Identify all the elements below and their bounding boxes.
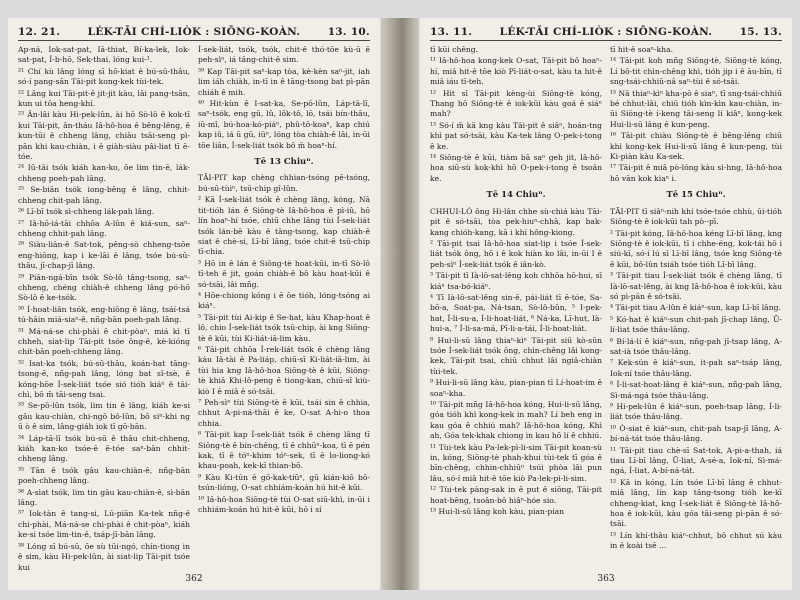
verse-text: ³⁶ A-sìat tsók, lim tin gâu kau-chiàn-ê, sì-bān lâng. [18,487,190,508]
verse-text: ⁸ Í-li-sat-hoat-lâng ê kiáⁿ-sun, nñg-pah lâng, Sì-má-ngá tsóe thâu-lâng. [610,380,782,400]
verse-text: Ap-ná, Iok-sat-pat, Iā-thiat, Bí-ka-lek, Iok-sat-pat, Í-b-hō, Sek-thai, lóng kui-¹. [18,45,190,65]
verse-text: ⁴ Tāi-pit tiau A-lûn ê kiáⁿ-sun, kap Lī-bī lâng. [610,303,781,313]
book-gutter [381,18,419,590]
verse-text: ¹¹ Iâ-hô-hoa kong-kek O-sat, Tāi-pit bô hoaⁿ-hí, miâ hit-ê tōe kiò Pī-liát-o-sat, kàu ta hit-ê miâ iáu tī-teh. [430,56,602,87]
verse-text: ¹³ Hui-li-sū lâng koh kàu, pian-pian [430,507,565,517]
verse-text: ³¹ Má-ná-se chi-phài ê chit-pòaⁿ, miá kì tī chheh, siat-lip Tāi-pit tsóe ông-ê, kè-kióng chit-bān poeh-chheng lâng. [18,326,190,357]
verse-text: ¹⁴ Tāi-pit koh mñg Siōng-tè, Siōng-tè kóng, Lí bô-tit chìn-chêng khì, tióh jip i ê āu-bīn, tī sng-tsái-chhiū-nâ saⁿ-tùi ê só-tsāi. [610,56,782,87]
left-column-1 [18,45,190,572]
verse-text: ² Kā Í-sek-liát tsók ê chèng lâng, kóng, Nā tit-tióh lán ê Siōng-tè Iâ-hô-hoa ê pì-iû, hō lín hoaⁿ-hí tsóe, chiū chhe lâng tùi Í-sek-liát tsók lán-bē kàu ê tāng-tsong, kap chiàh-ê siat ê chè-si, Lī-bī lâng, tsóe chit-ê tsū-chip tī-chia. [198,195,370,257]
right-column-2 [610,45,782,565]
verse-text: ²¹ Chí kù lâng lóng sī hō-kiat ê bú-sū-thâu, só-í pang-sān Tāi-pit kong-kek tùi-tek. [18,66,190,87]
verse-text: tī hit-ê soaⁿ-kha. [610,45,674,54]
verse-text: ³ Tāi-pit tiau Í-sek-liát tsók ê chèng lâng, tī Ià-lō-sat-lêng, ài kng Iâ-hô-hoa ê iok-kūi, kàu só pì-pān ê só-tsāi. [610,271,782,301]
verse-text: ¹⁵ Nā thiaⁿ-kìⁿ kha-pō ê siaⁿ, tī sng-tsái-chhiū bé chhut-lâi, chiū tióh kìn-kìn kau-chiàn, in-ūi Siōng-tè í-keng tāi-seng lí kiâⁿ, kong-kek Hui-li-sū lâng ê kun-peng. [610,88,782,129]
chapter-13-heading: Tē 13 Chiuⁿ. [254,157,314,168]
verse-text: ¹⁰ Tāi-pit mñg Iâ-hô-hoa kóng, Hui-li-sū lâng, góa tióh khì kong-kek in mah? Lí beh eng in kau góa ê chhiú mah? Iâ-hô-hoa kóng, Khì ah, Góa tek-khak chiong in kau hō lí ê chhiú. [430,400,602,441]
verse-text: ²⁹ Piān-ngá-bîn tsók Sò-lô tâng-tsong, saⁿ-chheng, chéng chiàh-ê chheng lâng pó-hō Sò-lô ê ke-tsók. [18,272,190,303]
verse-text: ² Tāi-pit kóng, Iâ-hô-hoa kéng Lī-bī lâng, kng Siōng-tè ê iok-kūi, tī i chhe-éng, kok-tái hō i siú-kī, só-í lú sī Lī-bī lâng, tsóe kng Siōng-tè ê kūi, bô-lûn tsiáh tsóe tióh Lī-bī lâng. [610,228,782,269]
verse-text: ³² Isat-ka tsók, bú-sū-thâu, koán-hat tāng-tsong-ē, nñg-pah lâng, lóng bat sî-tsè, ê kóng-hōe Í-sek-liát tsóe sió tióh kiáⁿ ê tāi-chì, bô m̄ tāi-seng tsai. [18,358,190,399]
left-page-number: 362 [185,574,203,584]
verse-text: ¹¹ Tùi-tek kàu Pa-lek-pì-li-sim Tāi-pit koan-sù in, kóng, Siōng-tè phah-khui tùi-tek tī góa ê bīn-chêng, chhin-chhiūⁿ tsúi phòa lâi pun lâu, só-í miâ hit-ê tōe kiò Pa-lek-pì-li-sim. [430,442,602,483]
verse-text: ⁶ Bí-lá-lí ê kiáⁿ-sun, nñg-pah jī-tsap lâng, A-sat-ià tsóe thâu-lâng. [610,336,782,356]
verse-text: TĀI-PIT tī siâⁿ-nih khí tsóe-tsóe chhù, ūi-tióh Siōng-tè ê iok-kūi tah pò·-pī. [610,206,782,227]
verse-text: ² Tāi-pit tsai Iâ-hô-hoa siat-lip i tsóe Í-sek-liát tsók ông, hō i ê kok hiàn ko lâi, in-ūi I ê peh-sìⁿ Í-sek-liát tsók ê iân-kò. [430,238,602,269]
verse-text: ⁹ Hi-pek-lûn ê kiáⁿ-sun, poeh-tsap lâng, Í-li-liát tsóe thâu-lâng. [610,402,782,422]
verse-text: ⁹ Kàu Ki-tūn ê gō-kak-tiūⁿ, gū kián-kiō bô-tsún-lióng, O-sat chhiám-koán hú hit-ê kūi. [198,472,370,493]
right-header-title: LÉK-TĀI CHÍ-LIÒK : SIŌNG-KOÀN. [499,26,713,38]
verse-text: ³³ Se-pō-lûn tsók, lim tin ê lâng, kiáh ke-si gâu kau-chiàn, chi-ngō bô-lûn, bô siⁿ-khi ng ū ò ê sim, lâng-giáh iok tī gō-bān. [18,401,190,432]
left-ref-end: 13. 10. [327,26,370,38]
left-column-2 [198,45,370,565]
right-column-1 [430,45,602,565]
verse-text: ³⁵ Tān ê tsók gâu kau-chiàn-ê, nñg-bān poeh-chheng lâng. [18,465,190,486]
verse-text: ³⁹ Kap Tāi-pit saⁿ-kap tòa, kè-kèn saⁿ-jit, iah lim iáh chiàh, in-tī in ê tāng-tsong bat pì-pān chiáh ê mih. [198,66,370,97]
verse-text: ⁵ Kó-hat ê kiáⁿ-sun chit-pah jī-chap lâng, Ū-lí-liat tsóe thâu-lâng. [610,314,782,335]
verse-text: ¹⁰ Iâ-hô-hoa Siōng-tè tùi O-sat siū-khì, in-ūi i chhiám-koán hú hit-ê kūi, hō i sí [198,494,370,515]
right-ref-start: 13. 11. [430,26,473,38]
left-ref-start: 12. 21. [18,26,61,38]
chapter-14-heading: Tē 14 Chiuⁿ. [486,190,546,201]
verse-text: ³⁰ Í-hoat-liân tsók, eng-hiōng ê lâng, tsáí-tsá tú-hāin miá-siaⁿ-ê, nñg-bān poeh-pah lâng. [18,304,190,325]
verse-text: ⁷ Peh-sìⁿ tùi Siōng-tè ê kūi, tsái sin ê chhia, chhut A-pi-ná-thāi ê ke, O-sat A-hi-o thoa chhia. [198,398,370,428]
verse-text: ²⁶ Lī-bī tsók sì-chheng lák-pah lâng. [18,207,155,217]
verse-text: ⁷ Kek-sún ê kiáⁿ-sun, it-pah saⁿ-tsáp lâng, Iok-ní tsóe thâu-lâng. [610,358,782,378]
verse-text: ⁴ Hōe-chiong kóng i ē ōe tióh, lóng-tsóng ai kiáⁿ. [198,290,370,311]
verse-text: ⁴ Tī Ià-lō-sat-lêng sin-ē, pái-liát tī ē-tóe, Sa-bō-a, Soat-pa, Ná-tsan, Sò-lô-bûn, ⁵ I-pek-hat, Í-li-su-a, Í-li-hoat-liát, ⁶ Ná-ka, Lī-hut, Ià-hui-a, ⁷ Í-li-sa-má, Pī-li-a-tái, Í-li-hoat-liát. [430,292,602,334]
verse-text: ¹³ Lín khí-thâu kiáⁿ-chhut, bô chhut sú kàu in ê koài tsē ... [610,530,782,551]
verse-text: ²⁷ Iâ-hō-iá-tāi chhōa A-lûn ê kiá-sun, saⁿ-chheng chhit-pah lâng. [18,218,190,238]
verse-text: ³⁴ Láp-tā-lī tsók bú-sū ê thâu chit-chheng, kiáh kan-ko tsóe-ē ē-tóe saⁿ-bān chhit-chheng lâng. [18,433,190,464]
verse-text: ²⁸ Siàu-liân-ê Sat-tok, pêng-sò chheng-tsōe eng-hiōng, kap i ke-lāi ê lâng, tsóe bú-sū-thâu, jī-chap-jī lâng. [18,240,190,271]
verse-text: ²⁵ Se-biān tsók iong-bêng ê lâng, chhit-chheng chit-pah lâng. [18,185,190,205]
left-running-header [18,26,370,41]
verse-text: TĀI-PIT kap chèng chhian-tsóng pē-tsóng, bú-sū-tùiⁿ, tsū-chip gî-lûn. [198,173,370,193]
left-header-title: LÉK-TĀI CHÍ-LIÒK : SIŌNG-KOÀN. [87,26,301,38]
verse-text: ¹¹ Tāi-pit tiau chè-sī Sat-tok, A-pi-a-thah, iá tiau Lī-bī lâng, Ū-liat, A-sé-a, Iok-ní, Sì-má-ngá, Í-liat, A-bí-ná-tát. [610,445,782,476]
verse-text: ²³ Ân-lâi kàu Hi-pek-lûn, ài hō Sò-lô ê kok-tī kui Tāi-pit, ân-tháu Iâ-hô-hoa ê bêng-lêng, ê kun-tūi ê chheng lâng, chiâu tsāi-seng pì-pān khi kau-chiàn, i ê giàh-siàu pâi-liat tī ē-tóe. [18,110,190,162]
verse-text: ³ Hō in ê lán ê Siōng-tè hoat-kūi, in-tī Sò-lô tī-teh ê jit, goán chiàh-ê bô kàu hoat-kūi ê só-tsāi, lâi mñg. [198,258,370,289]
verse-text: ¹² Kā in kóng, Lín tsóe Lī-bī lâng ê chhut-miâ lâng, lín kap tâng-tsong tióh ke-kī chheng-kiat, kng Í-sek-liát ê Siōng-tè Iâ-hô-hoa ê iok-kūi, kàu góa tāi-seng pì-pān ê só-tsāi. [610,477,782,529]
verse-text: ¹² Hit sī Tāi-pit kèng-ùi Siōng-tè kóng, Thang hō Siōng-tè ê iok-kūi kàu goá ê siáⁿ mah? [430,88,602,119]
verse-text: ¹³ Só-í m̄ kā kng kàu Tāi-pit ê siâⁿ, hoán-tng khì pat só-tsāi, kàu Ka-tek lâng O-pek-i-tong ê ke. [430,120,602,151]
verse-text: ⁴⁰ Hit-kùn ê I-sat-ka, Se-pō-lûn, Láp-tā-lī, saⁿ-tsók, eng gū, lû, lôk-tô, lō, tsái bín-thâu, iū-mî, bú-hoa-kó-piáⁿ, phû-tô-koaⁿ, kap chiú kap iû, iá ū gū, iūⁿ, lóng tòa chiàh-ê lâi, in-ūi tōe liân, Í-sek-liát tsók bô m̄ hoaⁿ-hí. [198,99,370,150]
verse-text: ⁸ Hui-li-sū lâng thiaⁿ-kìⁿ Tāi-pit siū kò-sūn tsóe Í-sek-liát tsók ông, chìn-chêng lâi kong-kek, Tāi-pit tsai, chiū chhut lâi ngiâ-chiàn tùi-tek. [430,335,602,376]
verse-text: ⁹ Hui-li-sū lâng kàu, pian-pian tī Lí-hoat-im ê soaⁿ-kha. [430,378,602,398]
chapter-15-heading: Tē 15 Chiuⁿ. [666,190,726,201]
verse-text: tī kūi chêng. [430,45,479,54]
verse-text: ²⁴ Iû-tāi tsók kiáh kan-ko, ōe lim tin-ē, lák-chheng poeh-pah lâng. [18,163,190,183]
verse-text: ⁸ Tāi-pit kap Í-sek-liát tsók ê chèng lâng tī Siōng-tè ê bín-chêng, tī ē chhūⁿ-koa, tī ē pén kak, tī ē tóⁿ-khim tóⁿ-sek, tī ē lo-liong-kó khau-poah, kek-kī thian-bō. [198,430,370,471]
verse-text: Í-sek-liát, tsók, tsók, chit-ê thó-tōe kù-ū ê peh-sìⁿ, iá tâng-chit-ê sim. [198,45,370,65]
right-ref-end: 15. 13. [739,26,782,38]
verse-text: ¹⁰ Ò-siat ê kiáⁿ-sun, chit-pah tsap-jī lâng, A-bí-ná-tát tsóe thâu-lâng. [610,423,782,444]
verse-text: ³ Tāi-pit tī Ià-lō-sat-lêng koh chhōa hō-hui, sī kiáⁿ tsa-bó-kiáⁿ. [430,271,602,291]
verse-text: ¹⁶ Tāi-pit chiàu Siōng-tè ê bêng-lēng chiū khì kong-kek Hui-li-sū lâng ê kun-peng, tùi Ki-piàn kàu Ka-sek. [610,131,782,162]
right-page-number: 363 [597,574,615,584]
verse-text: ¹⁴ Siōng-tè ê kūi, tiàm bā saⁿ geh jit, Iâ-hô-hoa siū-sù kok-khì hō O-pek-i-tong ê tsoân ke. [430,153,602,183]
verse-text: ⁶ Tāi-pit chhōa Í-rek-liát tsók ê chèng lâng kàu Iâ-tài ê Pa-liáp, chiū-sī Ki-liát-iā-lim, ài tùi hia kng Iâ-hô-hoa Siōng-tè ê kūi, Siōng-tè khiā Khi-lô-peng ê tiong-kan, chiū-sī kiù-kiò I ê miâ ê só-tsāi. [198,344,370,396]
verse-text: ³⁷ Iok-tàn ê tang-si, Lū-piān Ka-tek nñg-ê chi-phài, Má-ná-se chi-phài ê chit-pòaⁿ, kiáh ke-si tsóe lim-tin-ê, tsáp-jī-bān lâng. [18,509,190,540]
right-running-header [430,26,782,41]
verse-text: ²² Lâng kui Tāi-pit-ê jit-jit kàu, lāi pang-tsān, kun ui tōa heng-khí. [18,88,190,109]
verse-text: ¹⁷ Tāi-pit ê miâ pò-lóng kàu sì-hng, Iâ-hô-hoa hō vān kok kiaⁿ i. [610,163,782,183]
right-page [420,18,792,590]
verse-text: ¹² Tùi-tek pàng-sak in ê put ê siōng, Tāi-pit hoat-bēng, tsoân-bô hiâⁿ-hóe sio. [430,485,602,505]
verse-text: ⁵ Tāi-pit tùi Ai-kip ê Se-hat, kàu Khap-hoat ê lô, chio Í-sek-liát tsók tsū-chip, ài kng Siōng-tè ê kūi, tùi Ki-liát-iā-lim kàu. [198,312,370,343]
left-page [8,18,380,590]
verse-text: ³⁸ Lóng sī bú-sū, ōe sù tūi-ngó, chín-tiong in ê sim, kàu Hi-pek-lûn, ài siat-lip Tāi-pit tsóe kui [18,541,190,572]
verse-text: CHHUI-LÓ ông Hi-lân chhe sù-chiá kàu Tāi-pit ê só-tsāi, tòa pek-hiuⁿ-chhâ, kap bak-kang chióh-kang, kā i khí hông-kiong. [430,206,602,237]
